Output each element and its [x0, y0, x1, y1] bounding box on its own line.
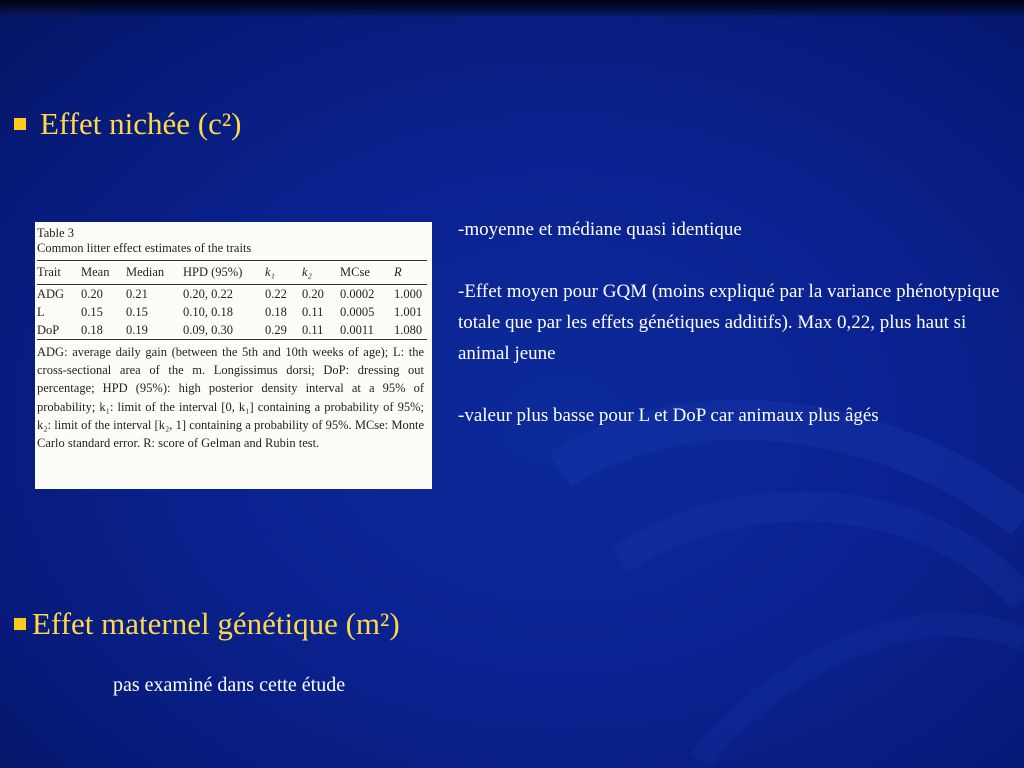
- table-cell: 0.20: [81, 287, 103, 301]
- column-header: Mean: [81, 265, 110, 279]
- square-bullet-icon: [14, 118, 26, 130]
- table-cell: ADG: [37, 287, 65, 301]
- column-header: HPD (95%): [183, 265, 243, 279]
- table-cell: 0.18: [265, 305, 287, 319]
- table-caption: Common litter effect estimates of the traits: [37, 241, 252, 255]
- notes-text-block: [458, 214, 1018, 431]
- table-row: [37, 321, 427, 340]
- table-header-row: [37, 261, 427, 285]
- heading-litter-effect-text: Effet nichée (c²): [40, 106, 242, 141]
- table-label: Table 3: [37, 226, 74, 240]
- heading-maternal-effect-text: Effet maternel génétique (m²): [32, 606, 400, 641]
- table-cell: 0.18: [81, 323, 103, 337]
- note-paragraph: -Effet moyen pour GQM (moins expliqué par la variance phénotypique totale que par les effets génétiques additifs). Max 0,22, plus haut si animal jeune: [458, 281, 1000, 364]
- note-paragraph: -valeur plus basse pour L et DoP car animaux plus âgés: [458, 405, 879, 426]
- table-cell: 0.20: [302, 287, 324, 301]
- table-cell: 0.21: [126, 287, 148, 301]
- table-cell: 1.080: [394, 323, 423, 337]
- column-header: R: [394, 265, 402, 279]
- table-cell: 0.11: [302, 305, 324, 319]
- litter-effect-table: [37, 260, 427, 340]
- table-cell: 1.001: [394, 305, 423, 319]
- square-bullet-icon: [14, 618, 26, 630]
- table-cell: DoP: [37, 323, 60, 337]
- column-header: k₂: [302, 265, 312, 279]
- table-cell: 0.22: [265, 287, 287, 301]
- note-paragraph: -moyenne et médiane quasi identique: [458, 219, 742, 240]
- heading-litter-effect: [14, 106, 242, 142]
- column-header: Trait: [37, 265, 61, 279]
- heading-maternal-effect: [14, 606, 400, 642]
- column-header: k₁: [265, 265, 275, 279]
- table-footnote: ADG: average daily gain (between the 5th and 10th weeks of age); L: the cross-sectional area of the m. Longissimus dorsi; DoP: dressing out percentage; HPD (95%): high posterior density interval at a 95% of probability; k₁: limit of the interval [0, k₁] containing a probability of 95%; k₂: limit of the interval [k₂, 1] containing a probability of 95%. MCse: Monte Carlo standard error. R: score of Gelman and Rubin test.: [37, 345, 424, 451]
- table-cell: 0.11: [302, 323, 324, 337]
- maternal-effect-subtext: pas examiné dans cette étude: [113, 674, 346, 696]
- table-row: [37, 303, 427, 321]
- table-cell: 0.0011: [340, 323, 374, 337]
- table-row: [37, 285, 427, 304]
- table-cell: 0.0002: [340, 287, 375, 301]
- table-cell: 0.0005: [340, 305, 375, 319]
- column-header: MCse: [340, 265, 370, 279]
- table-cell: 0.10, 0.18: [183, 305, 233, 319]
- table-cell: 0.20, 0.22: [183, 287, 233, 301]
- table-cell: 0.15: [126, 305, 148, 319]
- table-cell: 0.09, 0.30: [183, 323, 233, 337]
- table-cell: L: [37, 305, 45, 319]
- table-cell: 1.000: [394, 287, 423, 301]
- table-cell: 0.15: [81, 305, 103, 319]
- table-cell: 0.29: [265, 323, 287, 337]
- column-header: Median: [126, 265, 165, 279]
- table-cell: 0.19: [126, 323, 148, 337]
- table-image: [35, 222, 432, 489]
